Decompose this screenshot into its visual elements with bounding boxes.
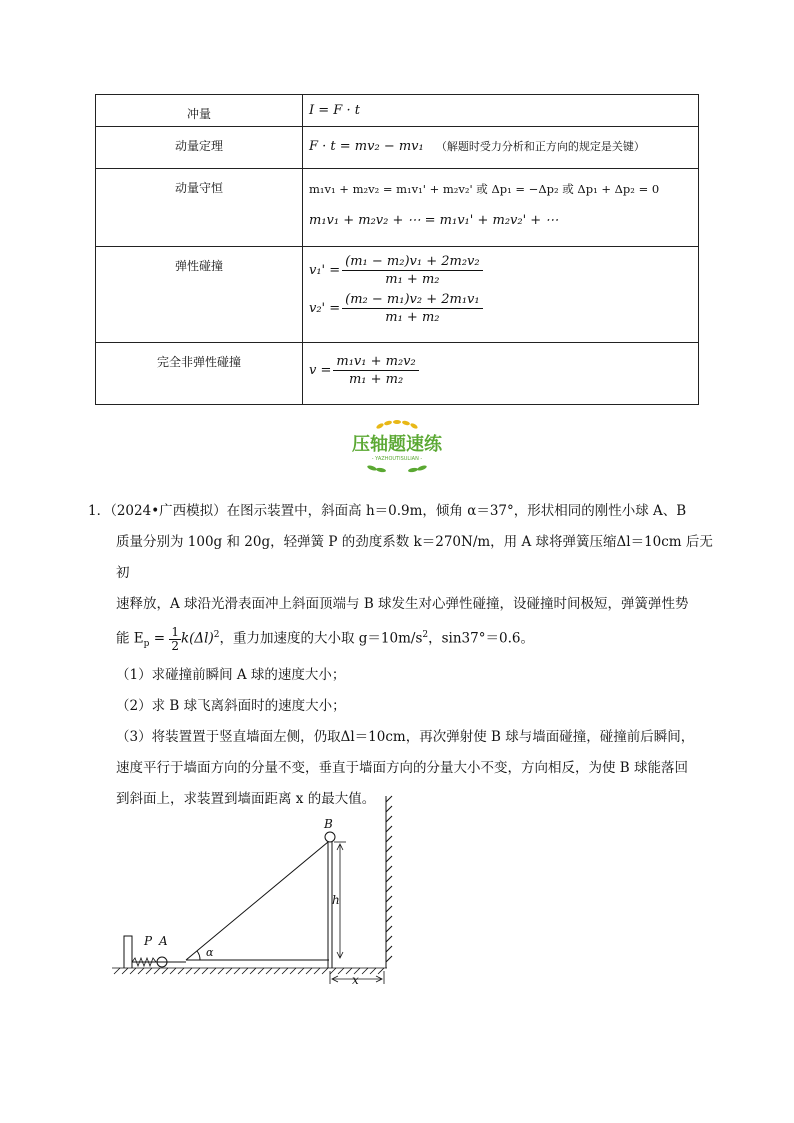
question-1: （1）求碰撞前瞬间 A 球的速度大小； [116,667,346,684]
apparatus-diagram [112,792,402,992]
v1-fraction: $\frac{\text{(m₁ − m₂)v₁ + 2m₂v₂}}{\text{m₁ + m₂}}$ [342,253,482,288]
half-fraction: $\frac{1}{2}$ [171,624,179,653]
leaf-icon [367,464,428,472]
momentum-theorem-formula: F · t = mv₂ − mv₁ [309,139,424,154]
question-3-line-3: 到斜面上，求装置到墙面距离 x 的最大值。 [116,791,376,808]
label-h: h [332,893,340,907]
section-logo [330,418,464,474]
question-2: （2）求 B 球飞离斜面时的速度大小； [116,698,346,715]
wall [386,796,392,968]
angle-arc [197,951,200,960]
conservation-line1: m₁v₁ + m₂v₂ = m₁v₁' + m₂v₂' 或 Δp₁ = −Δp₂ 或 Δp₁ + Δp₂ = 0 [309,182,660,196]
label-a: A [159,934,168,948]
problem-text [88,496,714,815]
momentum-theorem-note: （解题时受力分析和正方向的规定是关键） [435,140,645,153]
impulse-formula: I = F · t [309,103,360,118]
row-label-inelastic-collision: 完全非弹性碰撞 [96,343,303,405]
ground-hatch [112,968,387,974]
formula-elastic-collision [303,247,699,343]
conservation-line2: m₁v₁ + m₂v₂ + ⋯ = m₁v₁' + m₂v₂' + ⋯ [309,213,559,228]
logo-subtitle: - YAZHOUTISULIAN - [371,456,423,462]
question-3-line-2: 速度平行于墙面方向的分量不变，垂直于墙面方向的分量大小不变，方向相反，为使 B 球能落回 [116,760,689,777]
formula-inelastic-collision [303,343,699,405]
row-label-elastic-collision: 弹性碰撞 [96,247,303,343]
problem-line-3: 速释放，A 球沿光滑表面冲上斜面顶端与 B 球发生对心弹性碰撞，设碰撞时间极短，弹簧弹性势 [116,596,689,612]
label-x: x [352,973,359,987]
v2-fraction: $\frac{\text{(m₂ − m₁)v₂ + 2m₁v₁}}{\text{m₁ + m₂}}$ [342,291,482,326]
wheat-icon [376,420,419,430]
v-equation: v = $\frac{\text{m₁v₁ + m₂v₂}}{\text{m₁ + m₂}}$ [309,351,692,389]
spring-stopper [124,936,132,968]
row-label-momentum-conservation: 动量守恒 [96,169,303,247]
formula-table [95,94,699,405]
ball-b [325,832,335,842]
formula-impulse [303,95,699,127]
v2-equation: v₂' = $\frac{\text{(m₂ − m₁)v₂ + 2m₁v₁}}{\text{m₁ + m₂}}$ [309,289,692,327]
row-label-impulse: 冲量 [96,95,303,127]
problem-line-2: 质量分别为 100g 和 20g，轻弹簧 P 的劲度系数 k＝270N/m，用 A 球将弹簧压缩Δl＝10cm 后无初 [116,534,713,581]
label-alpha: α [206,946,214,959]
row-label-momentum-theorem: 动量定理 [96,127,303,169]
problem-line-1: 1．（2024•广西模拟）在图示装置中，斜面高 h＝0.9m，倾角 α＝37°，形状相同的刚性小球 A、B [88,503,687,519]
label-b: B [324,817,333,831]
v1-equation: v₁' = $\frac{\text{(m₁ − m₂)v₁ + 2m₂v₂}}{\text{m₁ + m₂}}$ [309,251,692,289]
v-fraction: $\frac{\text{m₁v₁ + m₂v₂}}{\text{m₁ + m₂}}$ [333,353,418,388]
question-3-line-1: （3）将装置置于竖直墙面左侧，仍取Δl＝10cm，再次弹射使 B 球与墙面碰撞，碰撞前后瞬间， [116,729,695,746]
formula-momentum-theorem [303,127,699,169]
formula-momentum-conservation [303,169,699,247]
logo-title: 压轴题速练 [352,434,442,455]
label-p: P [144,934,153,948]
incline-slope [186,842,328,960]
problem-line-4: 能 $E_p$ = $\frac{1}{2}$ $k(\Delta l)^2$，重力加速度的大小取 $g=10m/s^2$，sin37°＝0.6。 [116,624,534,653]
